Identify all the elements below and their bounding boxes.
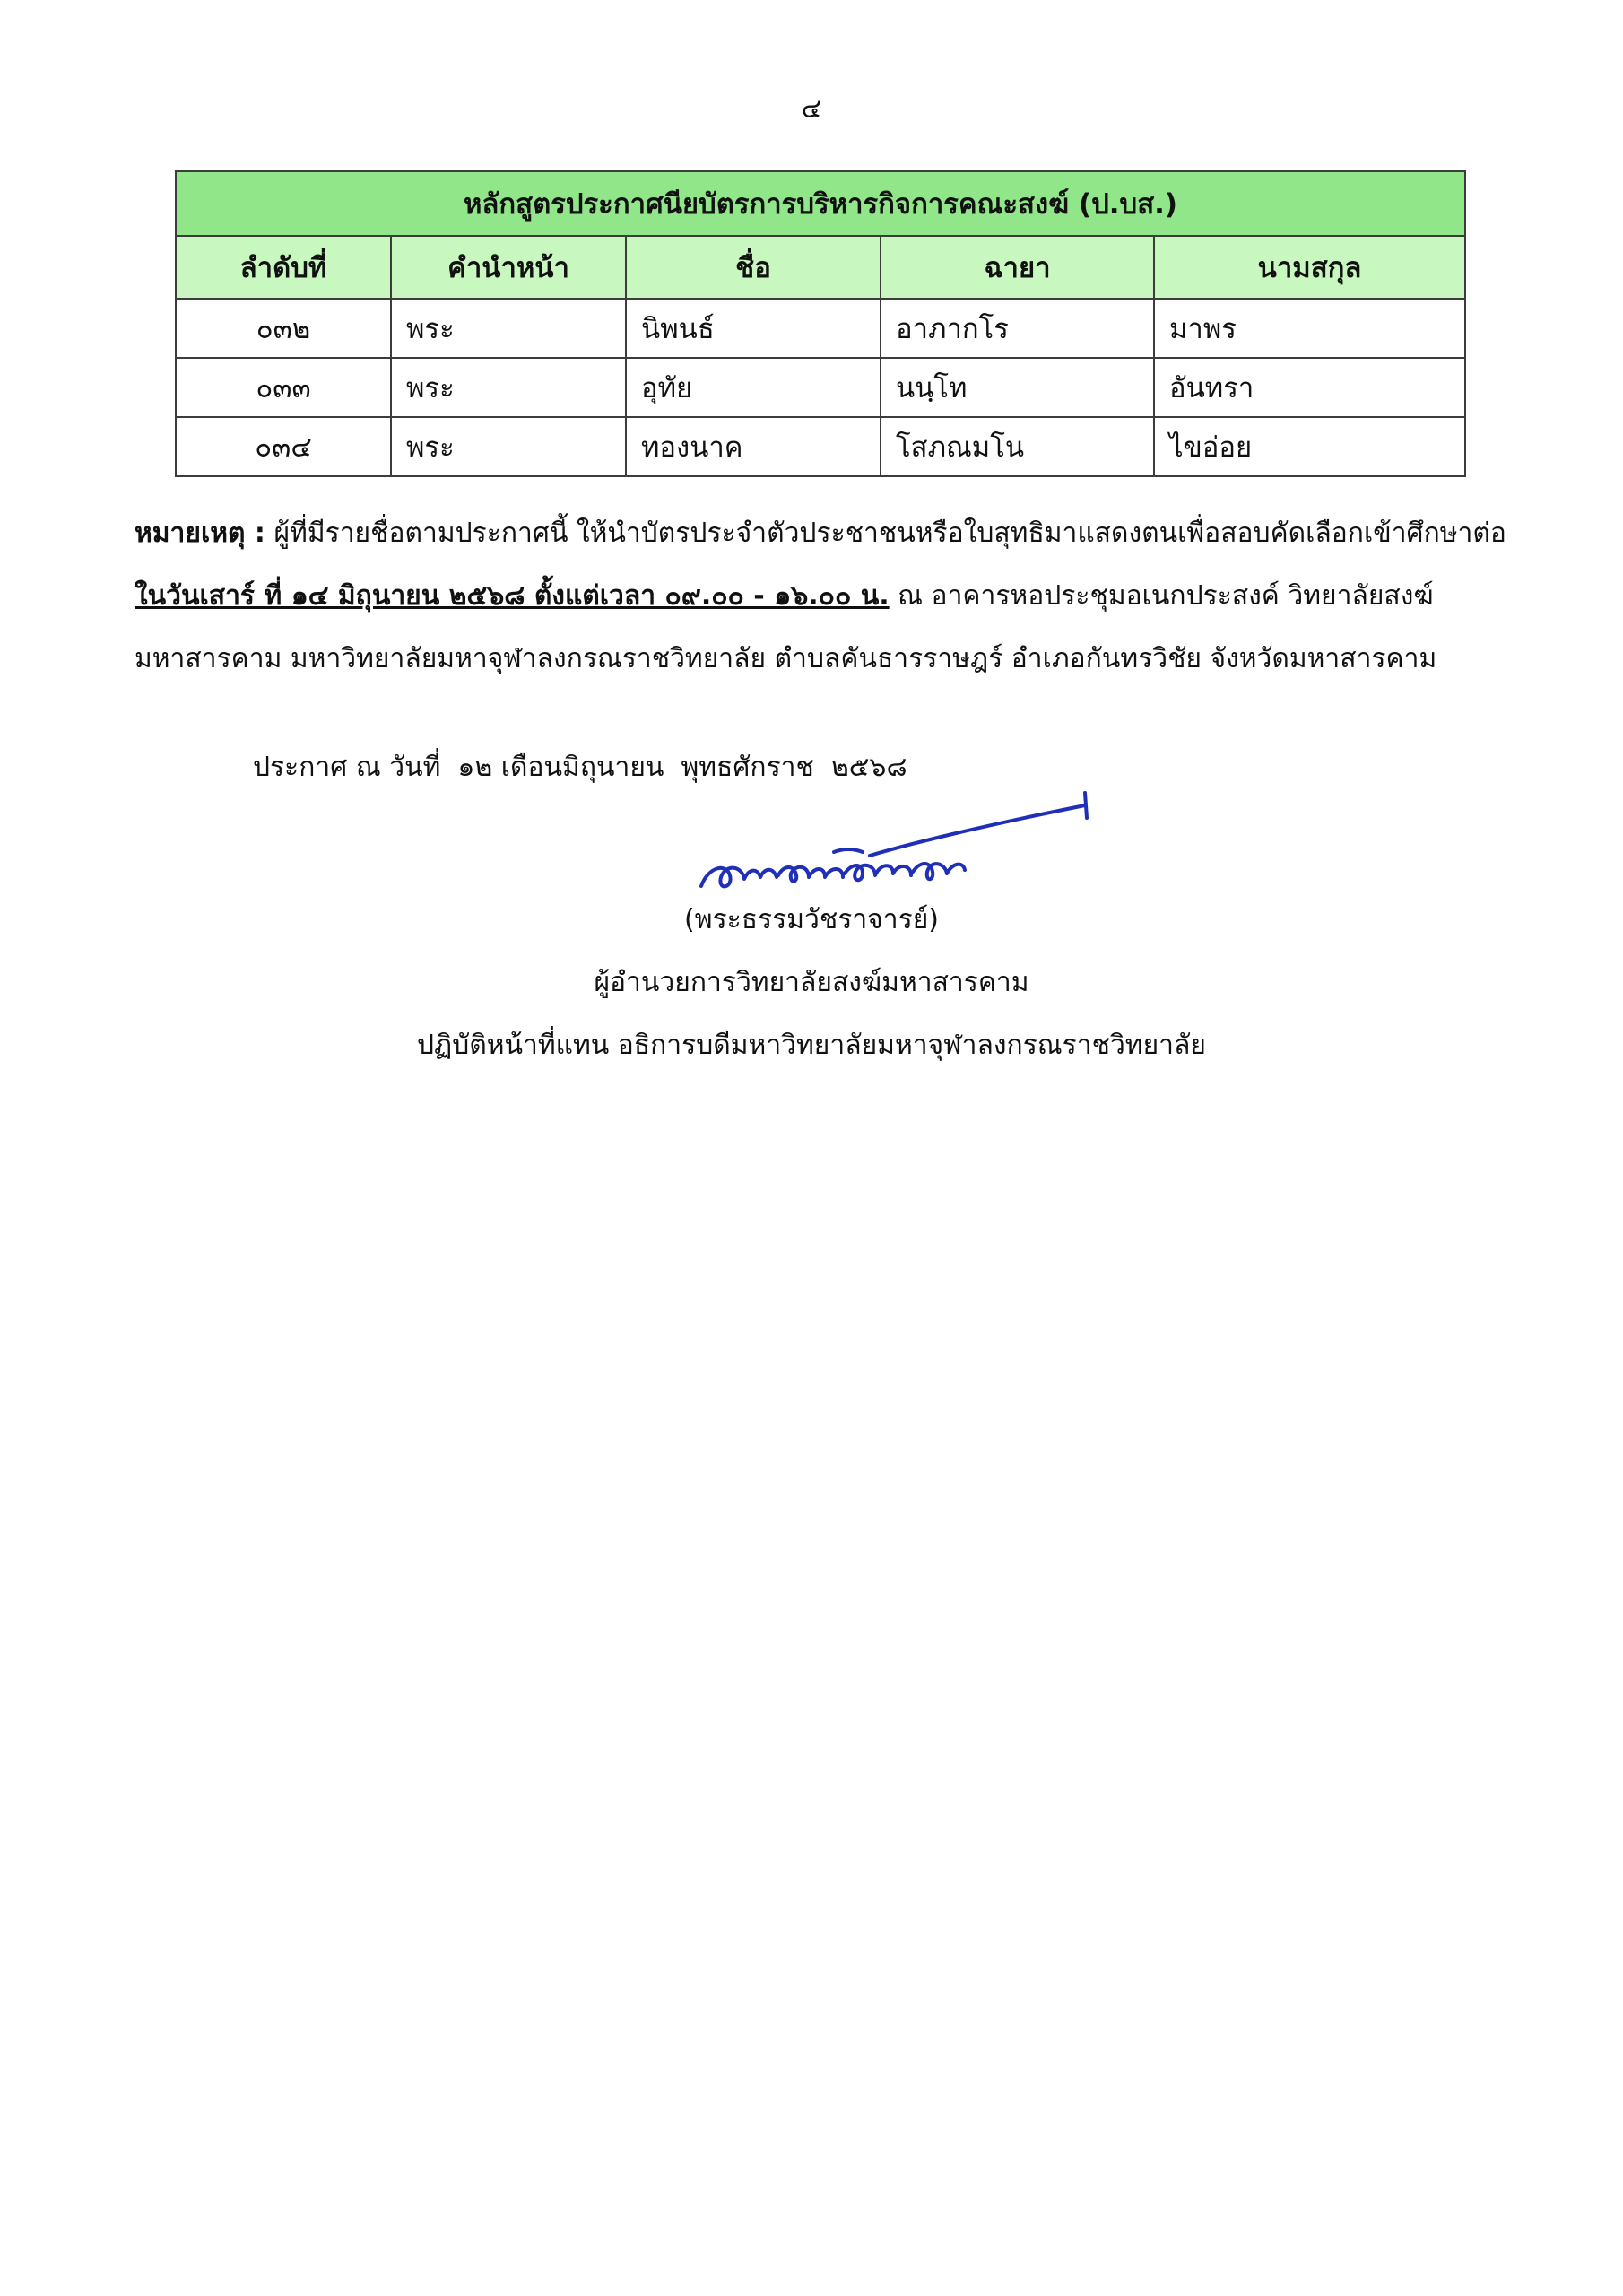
table-title: หลักสูตรประกาศนียบัตรการบริหารกิจการคณะสงฆ์ (ป.บส.): [176, 171, 1465, 236]
cell-surname: อันทรา: [1154, 358, 1465, 417]
header-surname: นามสกุล: [1154, 236, 1465, 299]
remark-label: หมายเหตุ :: [135, 517, 265, 549]
table-row: [176, 358, 1465, 417]
remark-line-2: [135, 565, 1488, 628]
signer-acting-role: ปฏิบัติหน้าที่แทน อธิการบดีมหาวิทยาลัยมหาจุฬาลงกรณราชวิทยาลัย: [417, 1030, 1206, 1061]
remark-line-1: [135, 502, 1506, 565]
page-number: ๔: [801, 93, 822, 125]
admission-roster-table: [175, 170, 1466, 477]
remark-line-3: มหาสารคาม มหาวิทยาลัยมหาจุฬาลงกรณราชวิทยาลัย ตำบลคันธารราษฎร์ อำเภอกันทรวิชัย จังหวัดมหาสารคาม: [135, 643, 1437, 674]
cell-prefix: พระ: [391, 358, 626, 417]
table-header-row: [176, 236, 1465, 299]
remark-paragraph: [135, 502, 1506, 691]
signer-name: (พระธรรมวัชราจารย์): [683, 904, 939, 935]
handwritten-signature: [690, 780, 1103, 906]
remark-text: ผู้ที่มีรายชื่อตามประกาศนี้ ให้นำบัตรประจำตัวประชาชนหรือใบสุทธิมาแสดงตนเพื่อสอบคัดเลือกเข้าศึกษาต่อ: [265, 517, 1506, 549]
cell-name: อุทัย: [626, 358, 881, 417]
cell-name: ทองนาค: [626, 417, 881, 476]
cell-surname: ไขอ่อย: [1154, 417, 1465, 476]
cell-order: ๐๓๒: [176, 299, 391, 358]
header-monastic-name: ฉายา: [881, 236, 1154, 299]
cell-surname: มาพร: [1154, 299, 1465, 358]
signer-position: ผู้อำนวยการวิทยาลัยสงฆ์มหาสารคาม: [594, 967, 1029, 998]
header-name: ชื่อ: [626, 236, 881, 299]
table-row: [176, 417, 1465, 476]
header-prefix: คำนำหน้า: [391, 236, 626, 299]
cell-monastic-name: โสภณมโน: [881, 417, 1154, 476]
announcement-date: ประกาศ ณ วันที่ ๑๒ เดือนมิถุนายน พุทธศักราช ๒๕๖๘: [253, 752, 907, 783]
cell-order: ๐๓๓: [176, 358, 391, 417]
cell-prefix: พระ: [391, 417, 626, 476]
exam-date: ในวันเสาร์ ที่ ๑๔ มิถุนายน ๒๕๖๘ ตั้งแต่เวลา ๐๙.๐๐ - ๑๖.๐๐ น.: [135, 580, 890, 612]
cell-monastic-name: นนฺโท: [881, 358, 1154, 417]
cell-monastic-name: อาภากโร: [881, 299, 1154, 358]
header-order: ลำดับที่: [176, 236, 391, 299]
exam-venue: ณ อาคารหอประชุมอเนกประสงค์ วิทยาลัยสงฆ์: [889, 580, 1434, 612]
table-title-row: [176, 171, 1465, 236]
table-row: [176, 299, 1465, 358]
cell-prefix: พระ: [391, 299, 626, 358]
cell-name: นิพนธ์: [626, 299, 881, 358]
cell-order: ๐๓๔: [176, 417, 391, 476]
